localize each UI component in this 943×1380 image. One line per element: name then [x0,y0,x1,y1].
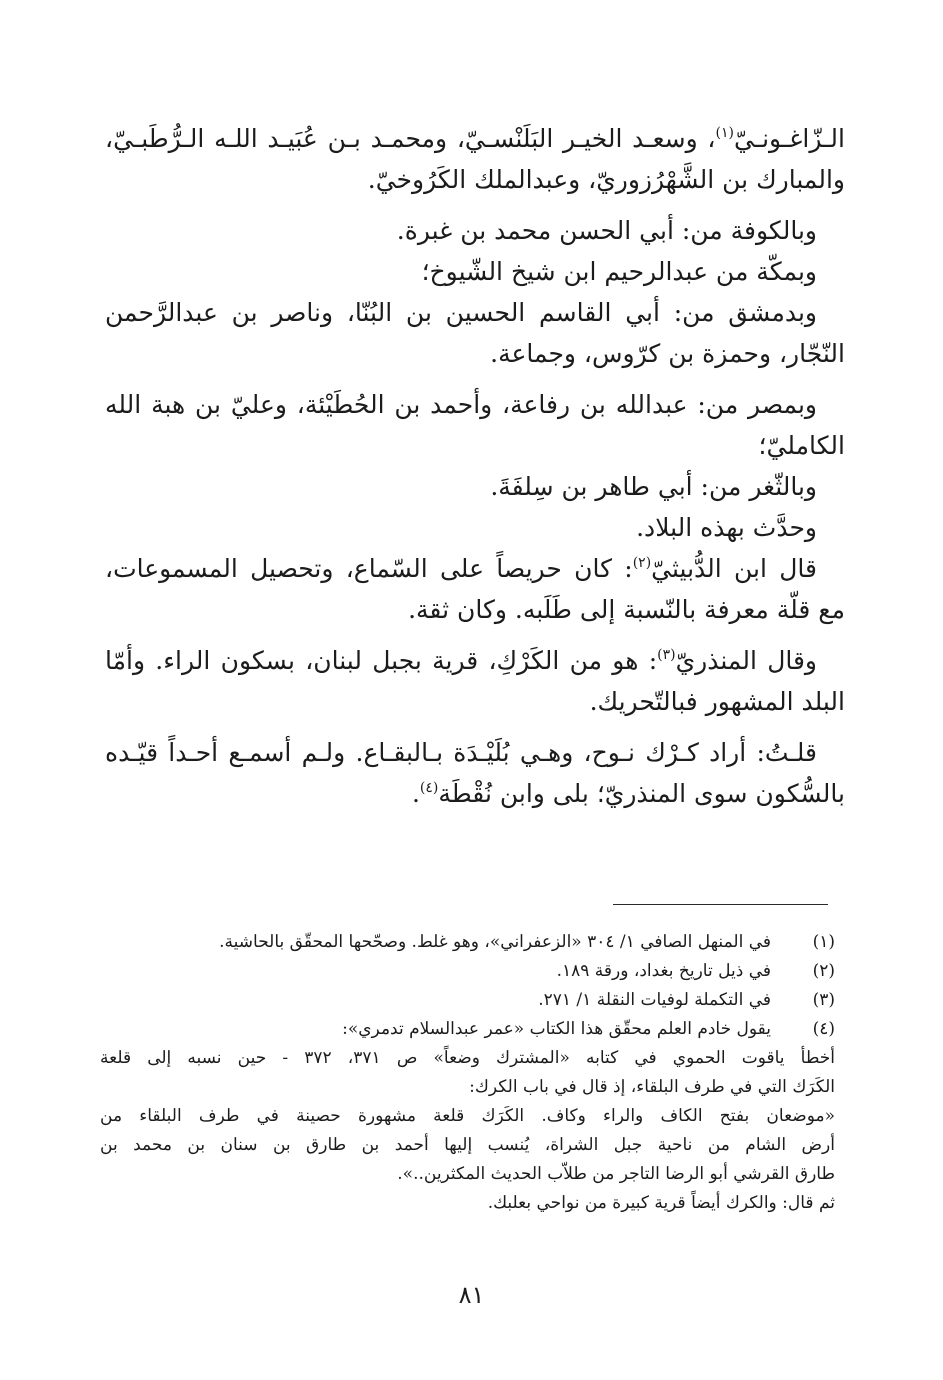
footnote-line: أرض الشام من ناحية جبل الشراة، يُنسب إليها أحمد بن طارق بن سنان بن محمد بن [100,1135,835,1155]
paragraph-line: الـزّاغـونـيّ$^{(١)}$، وسعـد الخيـر البَلَنْسـيّ، ومحمـد بـن عُبَيـد اللـه الـرُّطَبـيّ، [105,124,845,153]
paragraph-line: وحدَّث بهذه البلاد. [636,513,817,542]
paragraph-line: وبمكّة من عبدالرحيم ابن شيخ الشّيوخ؛ [421,257,817,286]
footnote-marker: (٢) [632,555,652,571]
paragraph-line: البلد المشهور فبالتّحريك. [589,687,845,716]
footnote [100,928,835,957]
footnote-line: أخطأ ياقوت الحموي في كتابه «المشترك وضعاً» ص ٣٧١، ٣٧٢ - حين نسبه إلى قلعة [100,1048,835,1068]
footnote-marker: (٣) [657,647,676,663]
paragraph-line: الكامليّ؛ [758,431,845,460]
footnote-number: (٢) [812,961,835,981]
footnote-line: «موضعان بفتح الكاف والراء وكاف. الكَرَك قلعة مشهورة حصينة في طرف البلقاء من [100,1106,835,1126]
footnote-line: الكَرَك التي في طرف البلقاء، إذ قال في باب الكرك: [469,1077,835,1097]
paragraph-line: والمبارك بن الشَّهْرُزوريّ، وعبدالملك الكَرُوخيّ. [367,165,845,194]
footnote-number: (٤) [812,1019,835,1039]
paragraph-line: وبالكوفة من: أبي الحسن محمد بن غبرة. [396,216,817,245]
paragraph-line: بالسُّكون سوى المنذريّ؛ بلى وابن نُقْطَة$^{(٤)}$. [411,779,845,808]
footnote-text: في التكملة لوفيات النقلة ١/ ٢٧١. [538,990,771,1010]
paragraph-line: قلـتُ: أراد كـرْك نـوح، وهـي بُلَيْـدَة بـالبقـاع. ولـم أسمـع أحـداً قيّـده [105,738,817,767]
page-number: ٨١ [458,1281,485,1309]
footnote-separator [613,904,828,905]
paragraph-line: وبمصر من: عبدالله بن رفاعة، وأحمد بن الحُطَيْئة، وعليّ بن هبة الله [105,390,817,419]
footnote-marker: (١) [715,125,734,141]
paragraph-line: قال ابن الدُّبيثيّ$^{(٢)}$: كان حريصاً على السّماع، وتحصيل المسموعات، [105,554,817,583]
paragraph-line: وبدمشق من: أبي القاسم الحسين بن البُنّا، وناصر بن عبدالرَّحمن [105,298,817,327]
footnote-text: في المنهل الصافي ١/ ٣٠٤ «الزعفراني»، وهو غلط. وصحّحها المحقّق بالحاشية. [219,932,771,952]
footnote-text: يقول خادم العلم محقّق هذا الكتاب «عمر عبدالسلام تدمري»: [342,1019,771,1039]
footnote-line: ثم قال: والكرك أيضاً قرية كبيرة من نواحي بعلبك. [487,1193,835,1213]
footnote-continuation [100,1044,835,1218]
footnote [100,986,835,1015]
paragraph-line: وقال المنذريّ$^{(٣)}$: هو من الكَرْكِ، قرية بجبل لبنان، بسكون الراء. وأمّا [105,646,818,675]
footnote-number: (١) [812,932,835,952]
paragraph-line: مع قلّة معرفة بالنّسبة إلى طَلَبه. وكان ثقة. [408,595,845,624]
footnote-line: طارق القرشي أبو الرضا التاجر من طلاّب الحديث المكثرين..». [397,1164,835,1184]
footnote-number: (٣) [812,990,835,1010]
main-text [105,118,845,814]
footnote-text: في ذيل تاريخ بغداد، ورقة ١٨٩. [556,961,771,981]
footnote-marker: (٤) [419,780,439,796]
footnote [100,1015,835,1044]
footnotes [100,928,835,1218]
footnote [100,957,835,986]
paragraph-line: النّجّار، وحمزة بن كرّوس، وجماعة. [490,339,845,368]
paragraph-line: وبالثّغر من: أبي طاهر بن سِلفَةَ. [490,472,817,501]
